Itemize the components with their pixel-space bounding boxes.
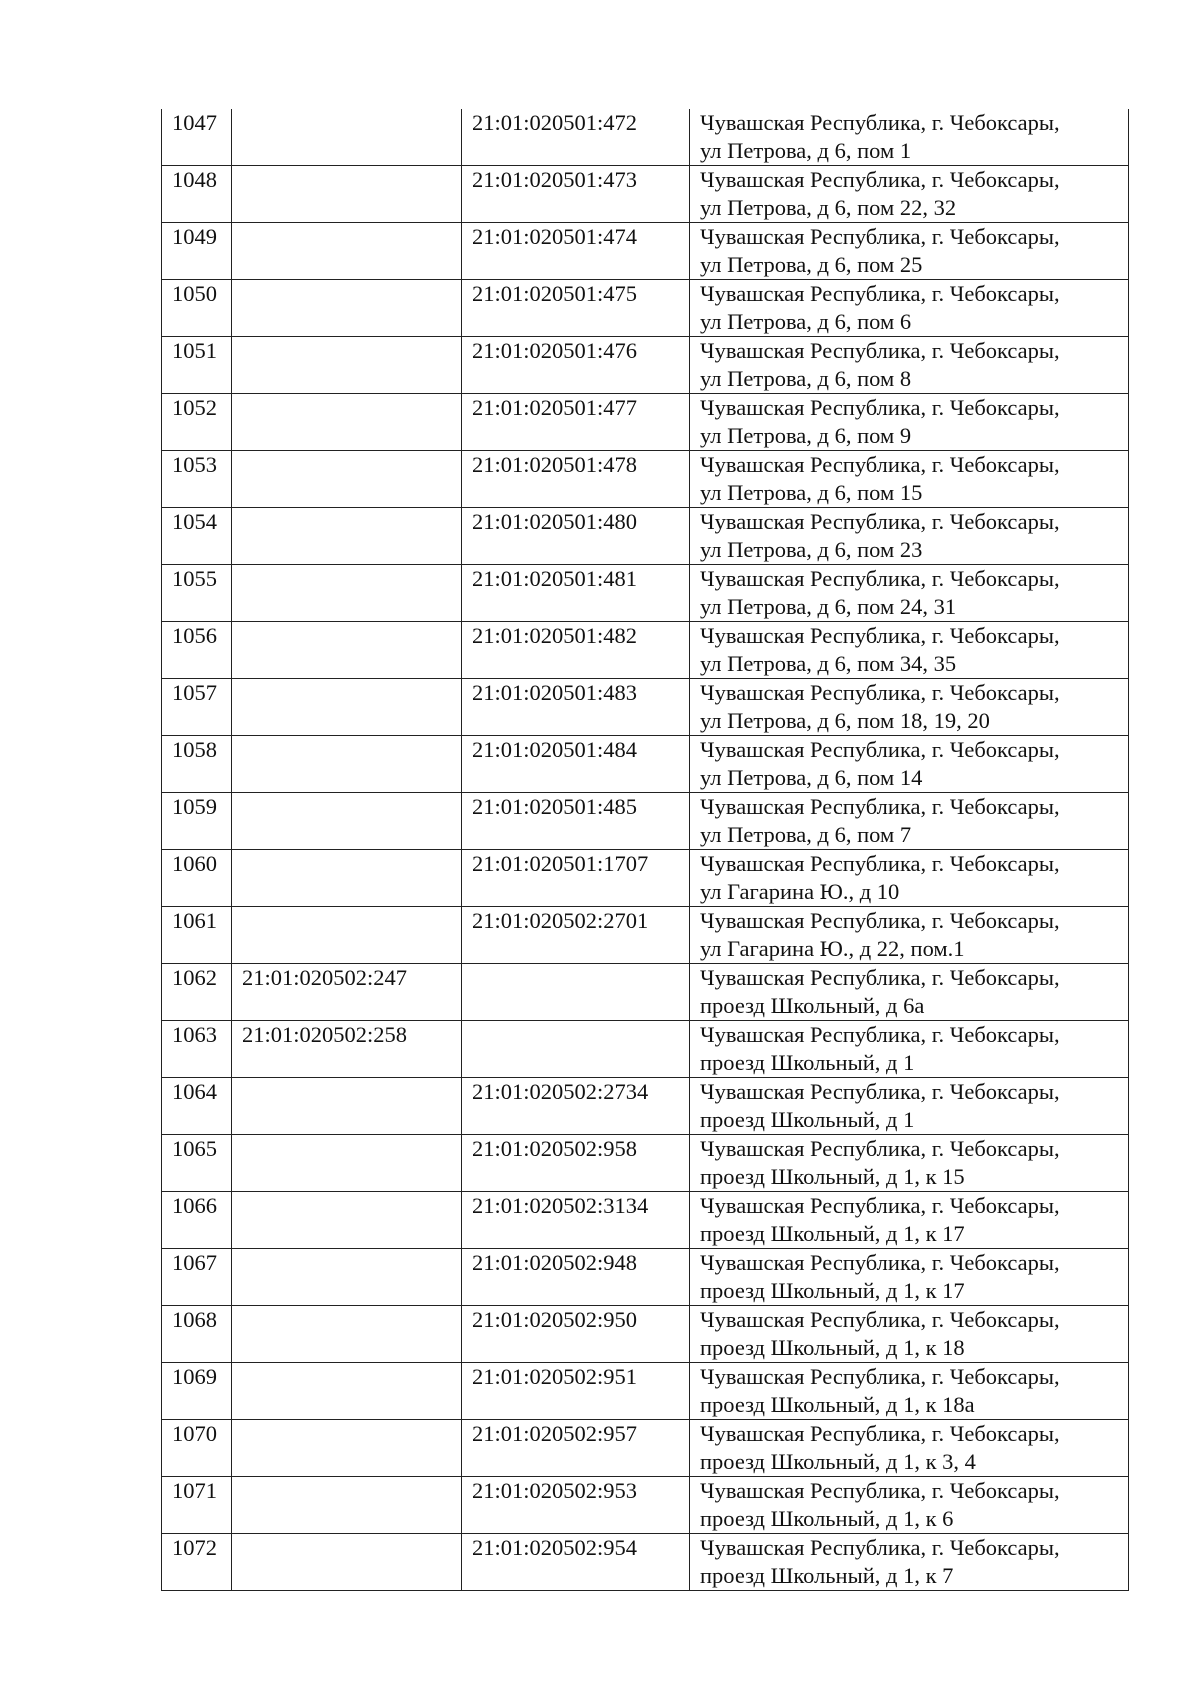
address-cell xyxy=(690,1306,1129,1363)
building-cadastral-number-cell: 21:01:020501:474 xyxy=(462,223,690,280)
building-cadastral-number-cell: 21:01:020502:951 xyxy=(462,1363,690,1420)
table-row xyxy=(162,394,1129,451)
address-line-street: ул Петрова, д 6, пом 34, 35 xyxy=(700,651,957,676)
building-cadastral-number-cell: 21:01:020501:475 xyxy=(462,280,690,337)
address-line-region: Чувашская Республика, г. Чебоксары, xyxy=(700,908,1060,933)
address-line-region: Чувашская Республика, г. Чебоксары, xyxy=(700,680,1060,705)
land-cadastral-number-cell xyxy=(232,793,462,850)
building-cadastral-number-cell: 21:01:020501:485 xyxy=(462,793,690,850)
address-cell xyxy=(690,1078,1129,1135)
address-line-region: Чувашская Республика, г. Чебоксары, xyxy=(700,281,1060,306)
building-cadastral-number-cell: 21:01:020502:958 xyxy=(462,1135,690,1192)
address-line-region: Чувашская Республика, г. Чебоксары, xyxy=(700,452,1060,477)
row-number-cell: 1068 xyxy=(162,1306,232,1363)
address-line-street: проезд Школьный, д 6а xyxy=(700,993,925,1018)
table-row xyxy=(162,1534,1129,1591)
building-cadastral-number-cell xyxy=(462,964,690,1021)
address-line-region: Чувашская Республика, г. Чебоксары, xyxy=(700,1022,1060,1047)
row-number-cell: 1055 xyxy=(162,565,232,622)
land-cadastral-number-cell xyxy=(232,1078,462,1135)
address-cell xyxy=(690,679,1129,736)
building-cadastral-number-cell: 21:01:020501:482 xyxy=(462,622,690,679)
row-number-cell: 1052 xyxy=(162,394,232,451)
table-row xyxy=(162,1249,1129,1306)
building-cadastral-number-cell: 21:01:020501:481 xyxy=(462,565,690,622)
address-cell xyxy=(690,1420,1129,1477)
land-cadastral-number-cell: 21:01:020502:258 xyxy=(232,1021,462,1078)
address-line-street: ул Гагарина Ю., д 22, пом.1 xyxy=(700,936,965,961)
table-row xyxy=(162,451,1129,508)
property-registry-table xyxy=(161,109,1129,1591)
building-cadastral-number-cell: 21:01:020502:957 xyxy=(462,1420,690,1477)
address-line-region: Чувашская Республика, г. Чебоксары, xyxy=(700,1136,1060,1161)
building-cadastral-number-cell: 21:01:020501:476 xyxy=(462,337,690,394)
row-number-cell: 1072 xyxy=(162,1534,232,1591)
land-cadastral-number-cell xyxy=(232,622,462,679)
address-line-region: Чувашская Республика, г. Чебоксары, xyxy=(700,224,1060,249)
address-line-region: Чувашская Республика, г. Чебоксары, xyxy=(700,1421,1060,1446)
address-line-region: Чувашская Республика, г. Чебоксары, xyxy=(700,737,1060,762)
building-cadastral-number-cell: 21:01:020501:473 xyxy=(462,166,690,223)
land-cadastral-number-cell xyxy=(232,1135,462,1192)
land-cadastral-number-cell: 21:01:020502:247 xyxy=(232,964,462,1021)
building-cadastral-number-cell: 21:01:020501:483 xyxy=(462,679,690,736)
building-cadastral-number-cell: 21:01:020502:2734 xyxy=(462,1078,690,1135)
table-row xyxy=(162,793,1129,850)
building-cadastral-number-cell: 21:01:020501:1707 xyxy=(462,850,690,907)
table-row xyxy=(162,508,1129,565)
building-cadastral-number-cell: 21:01:020501:477 xyxy=(462,394,690,451)
address-line-region: Чувашская Республика, г. Чебоксары, xyxy=(700,110,1060,135)
row-number-cell: 1048 xyxy=(162,166,232,223)
address-line-street: ул Петрова, д 6, пом 23 xyxy=(700,537,923,562)
address-cell xyxy=(690,964,1129,1021)
land-cadastral-number-cell xyxy=(232,1249,462,1306)
address-line-street: ул Петрова, д 6, пом 8 xyxy=(700,366,912,391)
address-line-street: ул Петрова, д 6, пом 14 xyxy=(700,765,923,790)
row-number-cell: 1051 xyxy=(162,337,232,394)
row-number-cell: 1050 xyxy=(162,280,232,337)
address-cell xyxy=(690,1021,1129,1078)
address-line-street: ул Петрова, д 6, пом 7 xyxy=(700,822,912,847)
building-cadastral-number-cell: 21:01:020501:480 xyxy=(462,508,690,565)
address-cell xyxy=(690,736,1129,793)
address-line-street: ул Петрова, д 6, пом 25 xyxy=(700,252,923,277)
row-number-cell: 1069 xyxy=(162,1363,232,1420)
row-number-cell: 1049 xyxy=(162,223,232,280)
land-cadastral-number-cell xyxy=(232,451,462,508)
address-line-street: проезд Школьный, д 1, к 18а xyxy=(700,1392,975,1417)
address-line-region: Чувашская Республика, г. Чебоксары, xyxy=(700,1535,1060,1560)
address-cell xyxy=(690,109,1129,166)
land-cadastral-number-cell xyxy=(232,1306,462,1363)
land-cadastral-number-cell xyxy=(232,736,462,793)
address-line-region: Чувашская Республика, г. Чебоксары, xyxy=(700,1307,1060,1332)
address-cell xyxy=(690,1363,1129,1420)
address-line-street: проезд Школьный, д 1, к 17 xyxy=(700,1278,965,1303)
address-line-street: проезд Школьный, д 1, к 7 xyxy=(700,1563,954,1588)
address-line-street: ул Петрова, д 6, пом 24, 31 xyxy=(700,594,957,619)
address-line-region: Чувашская Республика, г. Чебоксары, xyxy=(700,1079,1060,1104)
address-cell xyxy=(690,337,1129,394)
address-line-region: Чувашская Республика, г. Чебоксары, xyxy=(700,338,1060,363)
row-number-cell: 1061 xyxy=(162,907,232,964)
table-row xyxy=(162,1021,1129,1078)
row-number-cell: 1054 xyxy=(162,508,232,565)
land-cadastral-number-cell xyxy=(232,907,462,964)
table-row xyxy=(162,964,1129,1021)
land-cadastral-number-cell xyxy=(232,109,462,166)
address-line-street: проезд Школьный, д 1, к 18 xyxy=(700,1335,965,1360)
row-number-cell: 1070 xyxy=(162,1420,232,1477)
row-number-cell: 1062 xyxy=(162,964,232,1021)
address-line-street: ул Петрова, д 6, пом 18, 19, 20 xyxy=(700,708,990,733)
address-line-street: проезд Школьный, д 1, к 15 xyxy=(700,1164,965,1189)
table-row xyxy=(162,622,1129,679)
building-cadastral-number-cell: 21:01:020501:478 xyxy=(462,451,690,508)
address-line-region: Чувашская Республика, г. Чебоксары, xyxy=(700,965,1060,990)
row-number-cell: 1053 xyxy=(162,451,232,508)
address-line-region: Чувашская Республика, г. Чебоксары, xyxy=(700,851,1060,876)
address-line-street: проезд Школьный, д 1 xyxy=(700,1050,915,1075)
row-number-cell: 1071 xyxy=(162,1477,232,1534)
row-number-cell: 1059 xyxy=(162,793,232,850)
land-cadastral-number-cell xyxy=(232,337,462,394)
land-cadastral-number-cell xyxy=(232,1363,462,1420)
address-line-region: Чувашская Республика, г. Чебоксары, xyxy=(700,1250,1060,1275)
land-cadastral-number-cell xyxy=(232,508,462,565)
address-cell xyxy=(690,451,1129,508)
table-row xyxy=(162,565,1129,622)
row-number-cell: 1063 xyxy=(162,1021,232,1078)
land-cadastral-number-cell xyxy=(232,223,462,280)
address-cell xyxy=(690,394,1129,451)
building-cadastral-number-cell: 21:01:020502:950 xyxy=(462,1306,690,1363)
address-line-region: Чувашская Республика, г. Чебоксары, xyxy=(700,1478,1060,1503)
address-cell xyxy=(690,1249,1129,1306)
table-row xyxy=(162,1306,1129,1363)
address-cell xyxy=(690,850,1129,907)
row-number-cell: 1056 xyxy=(162,622,232,679)
table-row xyxy=(162,166,1129,223)
table-row xyxy=(162,679,1129,736)
land-cadastral-number-cell xyxy=(232,1192,462,1249)
building-cadastral-number-cell: 21:01:020502:954 xyxy=(462,1534,690,1591)
building-cadastral-number-cell: 21:01:020502:2701 xyxy=(462,907,690,964)
address-line-region: Чувашская Республика, г. Чебоксары, xyxy=(700,794,1060,819)
address-line-street: проезд Школьный, д 1 xyxy=(700,1107,915,1132)
land-cadastral-number-cell xyxy=(232,1420,462,1477)
row-number-cell: 1064 xyxy=(162,1078,232,1135)
row-number-cell: 1065 xyxy=(162,1135,232,1192)
table-row xyxy=(162,1477,1129,1534)
row-number-cell: 1060 xyxy=(162,850,232,907)
address-cell xyxy=(690,1534,1129,1591)
address-line-street: ул Петрова, д 6, пом 9 xyxy=(700,423,912,448)
address-cell xyxy=(690,280,1129,337)
table-row xyxy=(162,337,1129,394)
address-line-region: Чувашская Республика, г. Чебоксары, xyxy=(700,1193,1060,1218)
address-line-region: Чувашская Республика, г. Чебоксары, xyxy=(700,167,1060,192)
row-number-cell: 1057 xyxy=(162,679,232,736)
address-line-street: ул Петрова, д 6, пом 6 xyxy=(700,309,912,334)
address-line-region: Чувашская Республика, г. Чебоксары, xyxy=(700,395,1060,420)
row-number-cell: 1047 xyxy=(162,109,232,166)
address-cell xyxy=(690,793,1129,850)
land-cadastral-number-cell xyxy=(232,280,462,337)
address-line-street: ул Петрова, д 6, пом 22, 32 xyxy=(700,195,957,220)
table-row xyxy=(162,1078,1129,1135)
table-row xyxy=(162,736,1129,793)
address-line-street: проезд Школьный, д 1, к 3, 4 xyxy=(700,1449,976,1474)
row-number-cell: 1066 xyxy=(162,1192,232,1249)
building-cadastral-number-cell: 21:01:020501:484 xyxy=(462,736,690,793)
building-cadastral-number-cell: 21:01:020502:948 xyxy=(462,1249,690,1306)
land-cadastral-number-cell xyxy=(232,1534,462,1591)
table-row xyxy=(162,850,1129,907)
address-line-street: ул Петрова, д 6, пом 1 xyxy=(700,138,912,163)
building-cadastral-number-cell: 21:01:020502:953 xyxy=(462,1477,690,1534)
land-cadastral-number-cell xyxy=(232,565,462,622)
table-row xyxy=(162,109,1129,166)
address-line-street: проезд Школьный, д 1, к 17 xyxy=(700,1221,965,1246)
registry-table-body xyxy=(162,109,1129,1591)
land-cadastral-number-cell xyxy=(232,850,462,907)
address-line-region: Чувашская Республика, г. Чебоксары, xyxy=(700,509,1060,534)
table-row xyxy=(162,223,1129,280)
building-cadastral-number-cell: 21:01:020501:472 xyxy=(462,109,690,166)
address-cell xyxy=(690,622,1129,679)
table-row xyxy=(162,1420,1129,1477)
land-cadastral-number-cell xyxy=(232,1477,462,1534)
address-cell xyxy=(690,1192,1129,1249)
land-cadastral-number-cell xyxy=(232,166,462,223)
address-line-street: ул Петрова, д 6, пом 15 xyxy=(700,480,923,505)
address-line-street: ул Гагарина Ю., д 10 xyxy=(700,879,900,904)
address-line-region: Чувашская Республика, г. Чебоксары, xyxy=(700,566,1060,591)
table-row xyxy=(162,1192,1129,1249)
address-line-street: проезд Школьный, д 1, к 6 xyxy=(700,1506,954,1531)
address-cell xyxy=(690,907,1129,964)
address-cell xyxy=(690,1135,1129,1192)
table-row xyxy=(162,1135,1129,1192)
address-cell xyxy=(690,1477,1129,1534)
land-cadastral-number-cell xyxy=(232,679,462,736)
row-number-cell: 1067 xyxy=(162,1249,232,1306)
address-cell xyxy=(690,223,1129,280)
row-number-cell: 1058 xyxy=(162,736,232,793)
address-cell xyxy=(690,508,1129,565)
table-row xyxy=(162,907,1129,964)
table-row xyxy=(162,1363,1129,1420)
address-cell xyxy=(690,565,1129,622)
table-row xyxy=(162,280,1129,337)
land-cadastral-number-cell xyxy=(232,394,462,451)
building-cadastral-number-cell xyxy=(462,1021,690,1078)
address-line-region: Чувашская Республика, г. Чебоксары, xyxy=(700,1364,1060,1389)
address-line-region: Чувашская Республика, г. Чебоксары, xyxy=(700,623,1060,648)
building-cadastral-number-cell: 21:01:020502:3134 xyxy=(462,1192,690,1249)
address-cell xyxy=(690,166,1129,223)
